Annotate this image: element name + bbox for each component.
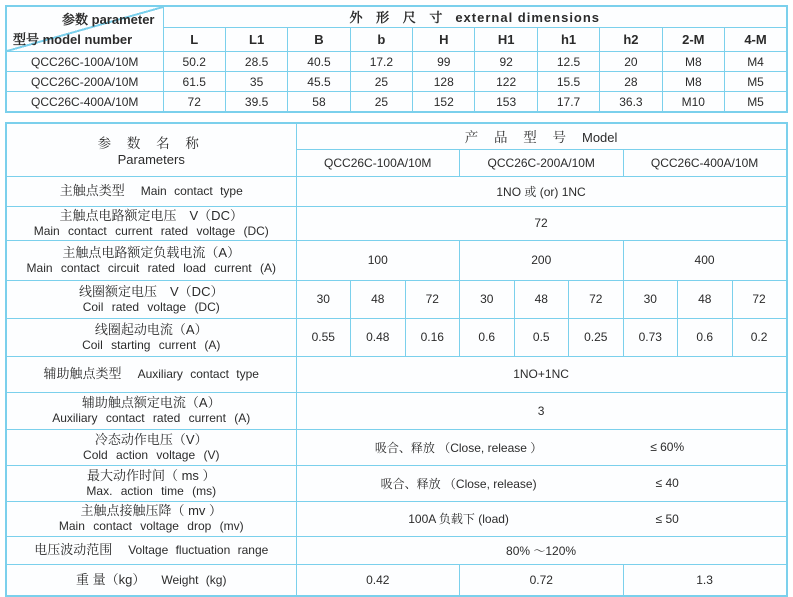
table-row — [6, 280, 787, 318]
coil-current-value: 0.2 — [732, 318, 787, 356]
label-en: Voltage fluctuation range — [128, 543, 269, 557]
voltage-fluctuation-value: 80% ～120% — [296, 536, 787, 564]
external-dimensions-header — [163, 6, 787, 27]
table-row — [6, 536, 787, 564]
dim-value: 152 — [413, 92, 475, 113]
condition-text: 吸合、释放 （Close, release) — [380, 476, 537, 491]
label-zh: 线圈额定电压 V（DC） — [79, 283, 224, 299]
label-zh: 主触点电路额定负载电流（A） — [62, 244, 241, 260]
dim-col-H1: H1 — [475, 27, 537, 51]
label-zh: 辅助触点额定电流（A） — [81, 395, 221, 410]
coil-current-value: 0.48 — [351, 318, 406, 356]
table-row — [6, 318, 787, 356]
dim-value: 36.3 — [600, 92, 662, 113]
dim-value: M8 — [662, 52, 724, 72]
weight-400A: 1.3 — [623, 564, 787, 596]
dim-value: 28.5 — [225, 52, 287, 72]
model-name: QCC26C-400A/10M — [6, 92, 163, 113]
weight-100A: 0.42 — [296, 564, 460, 596]
table-row — [6, 429, 787, 465]
dim-col-L1: L1 — [225, 27, 287, 51]
table-row — [6, 176, 787, 206]
parameters-label-zh: 参 数 名 称 — [97, 136, 205, 152]
corner-model-number-label: 型号 model number — [13, 32, 133, 47]
model-column-400A: QCC26C-400A/10M — [623, 149, 787, 176]
coil-voltage-value: 30 — [296, 280, 351, 318]
dim-value: 12.5 — [537, 52, 599, 72]
coil-voltage-value: 30 — [623, 280, 678, 318]
load-current-200A: 200 — [460, 240, 624, 280]
label-en: Main contact current rated voltage (DC) — [33, 223, 269, 238]
dim-value: 45.5 — [288, 72, 350, 92]
dim-value: M8 — [662, 72, 724, 92]
label-en: Cold action voltage (V) — [83, 447, 220, 462]
model-name: QCC26C-100A/10M — [6, 52, 163, 72]
coil-current-value: 0.6 — [460, 318, 515, 356]
dimensions-table — [5, 5, 788, 113]
condition-text: 100A 负载下 (load) — [408, 512, 509, 526]
label-en: Main contact circuit rated load current (A) — [26, 260, 276, 275]
product-model-label-zh: 产 品 型 号 — [464, 130, 572, 146]
dim-col-4M: 4-M — [725, 27, 788, 51]
label-zh: 辅助触点类型 — [43, 366, 122, 381]
main-rated-voltage-value: 72 — [296, 206, 787, 240]
label-en: Auxiliary contact type — [137, 367, 259, 381]
main-rated-voltage-label — [6, 206, 296, 240]
dim-value: 28 — [600, 72, 662, 92]
dim-value: 58 — [288, 92, 350, 113]
coil-voltage-value: 48 — [514, 280, 569, 318]
contact-voltage-drop-value — [296, 501, 787, 536]
table-row — [6, 240, 787, 280]
label-en: Weight (kg) — [161, 572, 227, 587]
dim-col-b: b — [350, 27, 412, 51]
dim-col-h2: h2 — [600, 27, 662, 51]
dim-value: M5 — [725, 92, 788, 113]
coil-voltage-value: 48 — [351, 280, 406, 318]
contact-voltage-drop-label — [6, 501, 296, 536]
aux-contact-type-label — [6, 356, 296, 392]
dim-col-h1: h1 — [537, 27, 599, 51]
dim-value: 50.2 — [163, 52, 225, 72]
dim-value: M5 — [725, 72, 788, 92]
label-en: Coil rated voltage (DC) — [82, 299, 220, 314]
aux-rated-current-value: 3 — [296, 392, 787, 429]
aux-rated-current-label — [6, 392, 296, 429]
coil-current-value: 0.16 — [405, 318, 460, 356]
coil-current-value: 0.73 — [623, 318, 678, 356]
table-row — [6, 356, 787, 392]
dim-value: 61.5 — [163, 72, 225, 92]
max-action-time-value — [296, 465, 787, 501]
dim-value: 92 — [475, 52, 537, 72]
model-name: QCC26C-200A/10M — [6, 72, 163, 92]
coil-rated-voltage-label — [6, 280, 296, 318]
dim-value: M4 — [725, 52, 788, 72]
dim-value: 40.5 — [288, 52, 350, 72]
dim-value: 35 — [225, 72, 287, 92]
label-en: Coil starting current (A) — [82, 337, 221, 352]
external-dimensions-label-zh: 外 形 尺 寸 — [349, 10, 448, 26]
limit-value: ≤ 60% — [650, 440, 685, 454]
label-zh: 重 量（kg） — [76, 571, 146, 587]
aux-contact-type-value: 1NO+1NC — [296, 356, 787, 392]
table-row — [6, 501, 787, 536]
coil-voltage-value: 48 — [678, 280, 733, 318]
model-column-100A: QCC26C-100A/10M — [296, 149, 460, 176]
dim-col-L: L — [163, 27, 225, 51]
corner-parameter-label: 参数 parameter — [62, 12, 155, 27]
table-row — [6, 72, 787, 92]
dim-col-H: H — [413, 27, 475, 51]
dim-value: 17.2 — [350, 52, 412, 72]
label-zh: 电压波动范围 — [34, 542, 113, 557]
coil-current-value: 0.5 — [514, 318, 569, 356]
dim-value: 99 — [413, 52, 475, 72]
label-zh: 主触点电路额定电压 V（DC） — [59, 207, 243, 223]
condition-text: 吸合、释放 （Close, release ） — [374, 440, 543, 455]
label-en: Main contact voltage drop (mv) — [58, 519, 244, 533]
product-model-label-en: Model — [581, 130, 618, 146]
label-zh: 冷态动作电压（V） — [94, 431, 208, 447]
dim-value: 128 — [413, 72, 475, 92]
dim-value: 39.5 — [225, 92, 287, 113]
label-zh: 主触点接触压降（ mv ） — [80, 503, 223, 518]
coil-voltage-value: 72 — [732, 280, 787, 318]
parameters-table — [5, 122, 788, 597]
load-current-400A: 400 — [623, 240, 787, 280]
coil-starting-current-label — [6, 318, 296, 356]
coil-voltage-value: 72 — [405, 280, 460, 318]
limit-value: ≤ 50 — [655, 511, 679, 526]
main-load-current-label — [6, 240, 296, 280]
table-row — [6, 465, 787, 501]
dim-value: 15.5 — [537, 72, 599, 92]
dim-value: M10 — [662, 92, 724, 113]
label-en: Auxiliary contact rated current (A) — [52, 411, 251, 425]
table-row — [6, 392, 787, 429]
coil-current-value: 0.55 — [296, 318, 351, 356]
weight-label — [6, 564, 296, 596]
dim-value: 17.7 — [537, 92, 599, 113]
dim-value: 153 — [475, 92, 537, 113]
dim-col-2M: 2-M — [662, 27, 724, 51]
table-row — [6, 564, 787, 596]
table-row — [6, 206, 787, 240]
main-contact-type-value: 1NO 或 (or) 1NC — [296, 176, 787, 206]
label-en: Max. action time (ms) — [86, 483, 217, 498]
label-zh: 主触点类型 — [59, 183, 125, 198]
dim-value: 25 — [350, 72, 412, 92]
max-action-time-label — [6, 465, 296, 501]
dim-value: 122 — [475, 72, 537, 92]
cold-action-voltage-label — [6, 429, 296, 465]
external-dimensions-label-en: external dimensions — [455, 10, 601, 26]
table-row — [6, 92, 787, 113]
corner-header-cell — [6, 6, 163, 52]
model-column-200A: QCC26C-200A/10M — [460, 149, 624, 176]
label-en: Main contact type — [140, 184, 243, 198]
weight-200A: 0.72 — [460, 564, 624, 596]
limit-value: ≤ 40 — [655, 476, 679, 490]
dim-col-B: B — [288, 27, 350, 51]
table-gap — [5, 113, 787, 122]
product-model-header — [296, 123, 787, 149]
dim-value: 25 — [350, 92, 412, 113]
label-zh: 线圈起动电流（A） — [94, 321, 208, 337]
dim-value: 72 — [163, 92, 225, 113]
coil-voltage-value: 30 — [460, 280, 515, 318]
load-current-100A: 100 — [296, 240, 460, 280]
coil-current-value: 0.6 — [678, 318, 733, 356]
label-zh: 最大动作时间（ ms ） — [86, 467, 216, 483]
table-row — [6, 52, 787, 72]
cold-action-voltage-value — [296, 429, 787, 465]
parameters-header-cell — [6, 123, 296, 176]
parameters-label-en: Parameters — [117, 152, 185, 168]
main-contact-type-label — [6, 176, 296, 206]
dim-value: 20 — [600, 52, 662, 72]
voltage-fluctuation-label — [6, 536, 296, 564]
coil-voltage-value: 72 — [569, 280, 624, 318]
coil-current-value: 0.25 — [569, 318, 624, 356]
